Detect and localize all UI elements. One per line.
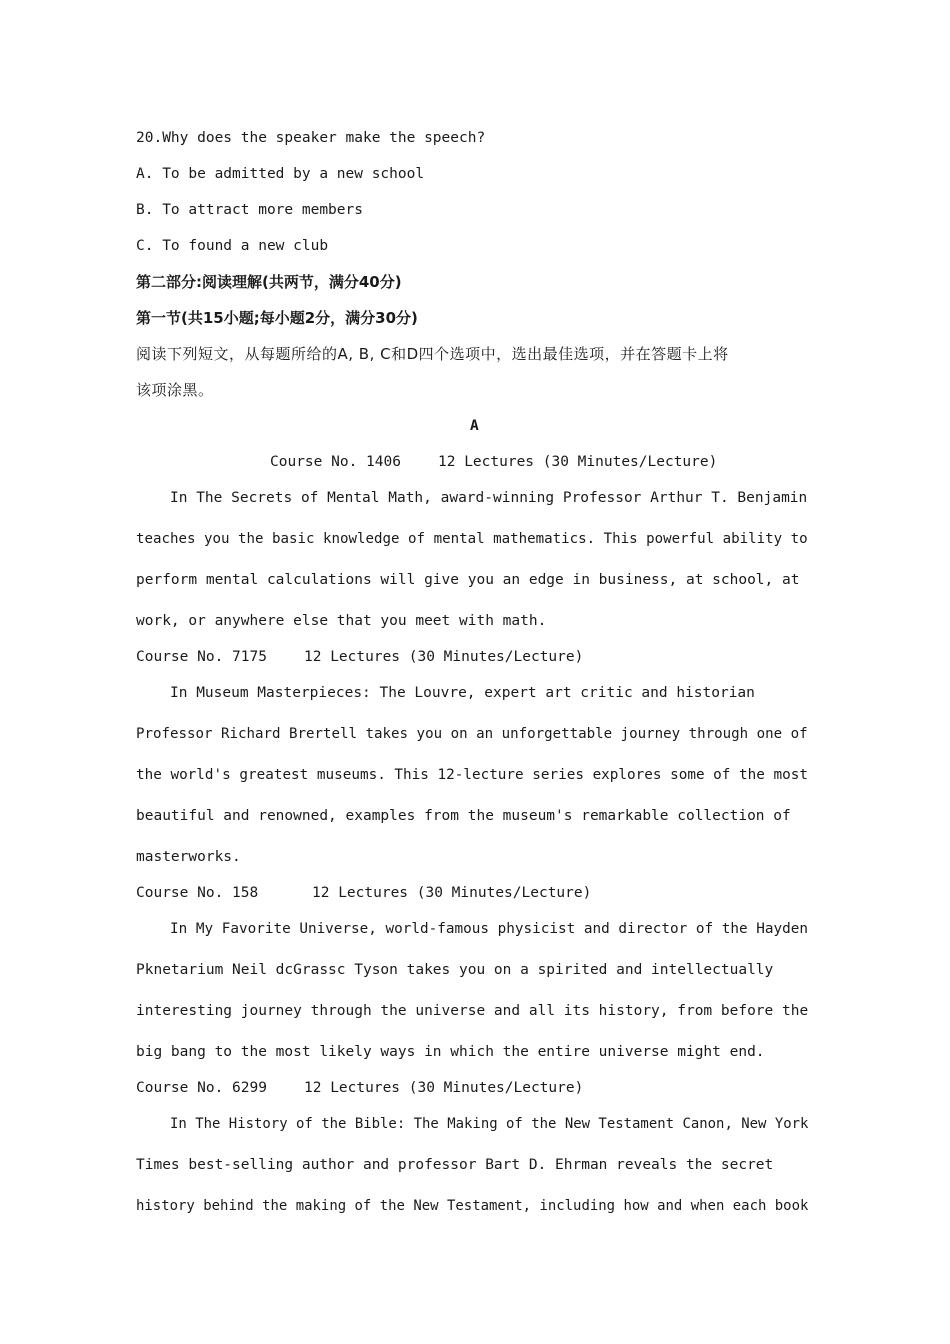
course-text-line: teaches you the basic knowledge of mental mathematics. This powerful ability to	[136, 531, 808, 547]
course-text-line: Times best-selling author and professor Bart D. Ehrman reveals the secret	[136, 1157, 774, 1173]
course-text-line: In My Favorite Universe, world-famous physicist and director of the Hayden	[170, 921, 809, 937]
course-text-line: history behind the making of the New Testament, including how and when each book	[136, 1198, 809, 1214]
course-lectures: 12 Lectures (30 Minutes/Lecture)	[304, 649, 584, 665]
course-lectures: 12 Lectures (30 Minutes/Lecture)	[312, 885, 592, 901]
passage-label: A	[470, 418, 479, 434]
course-text-line: big bang to the most likely ways in which the entire universe might end.	[136, 1044, 765, 1060]
course-text-line: In The History of the Bible: The Making of the New Testament Canon, New York	[170, 1116, 809, 1132]
section-heading: 第一节(共15小题;每小题2分，满分30分)	[136, 309, 418, 327]
course-text-line: In The Secrets of Mental Math, award-winning Professor Arthur T. Benjamin	[170, 490, 808, 506]
option-a: A. To be admitted by a new school	[136, 166, 425, 182]
instructions-line-1: 阅读下列短文，从每题所给的A, B, C和D四个选项中，选出最佳选项，并在答题卡上将	[136, 345, 729, 363]
course-text-line: masterworks.	[136, 849, 241, 865]
course-text-line: work, or anywhere else that you meet with math.	[136, 613, 547, 629]
course-text-line: the world's greatest museums. This 12-lecture series explores some of the most	[136, 767, 808, 783]
course-text-line: interesting journey through the universe and all its history, from before the	[136, 1003, 809, 1019]
course-number: Course No. 6299	[136, 1080, 267, 1096]
question-stem: 20.Why does the speaker make the speech?	[136, 130, 486, 146]
course-number: Course No. 1406	[270, 454, 401, 470]
course-text-line: perform mental calculations will give you an edge in business, at school, at	[136, 572, 800, 588]
part-heading: 第二部分:阅读理解(共两节，满分40分)	[136, 273, 402, 291]
course-lectures: 12 Lectures (30 Minutes/Lecture)	[304, 1080, 584, 1096]
course-lectures: 12 Lectures (30 Minutes/Lecture)	[438, 454, 718, 470]
option-c: C. To found a new club	[136, 238, 329, 254]
course-text-line: Professor Richard Brertell takes you on an unforgettable journey through one of	[136, 726, 808, 742]
option-b: B. To attract more members	[136, 202, 363, 218]
course-number: Course No. 158	[136, 885, 259, 901]
course-number: Course No. 7175	[136, 649, 267, 665]
course-text-line: beautiful and renowned, examples from the museum's remarkable collection of	[136, 808, 791, 824]
instructions-line-2: 该项涂黑。	[136, 381, 214, 399]
course-text-line: In Museum Masterpieces: The Louvre, expert art critic and historian	[170, 685, 755, 701]
course-text-line: Pknetarium Neil dcGrassc Tyson takes you on a spirited and intellectually	[136, 962, 774, 978]
